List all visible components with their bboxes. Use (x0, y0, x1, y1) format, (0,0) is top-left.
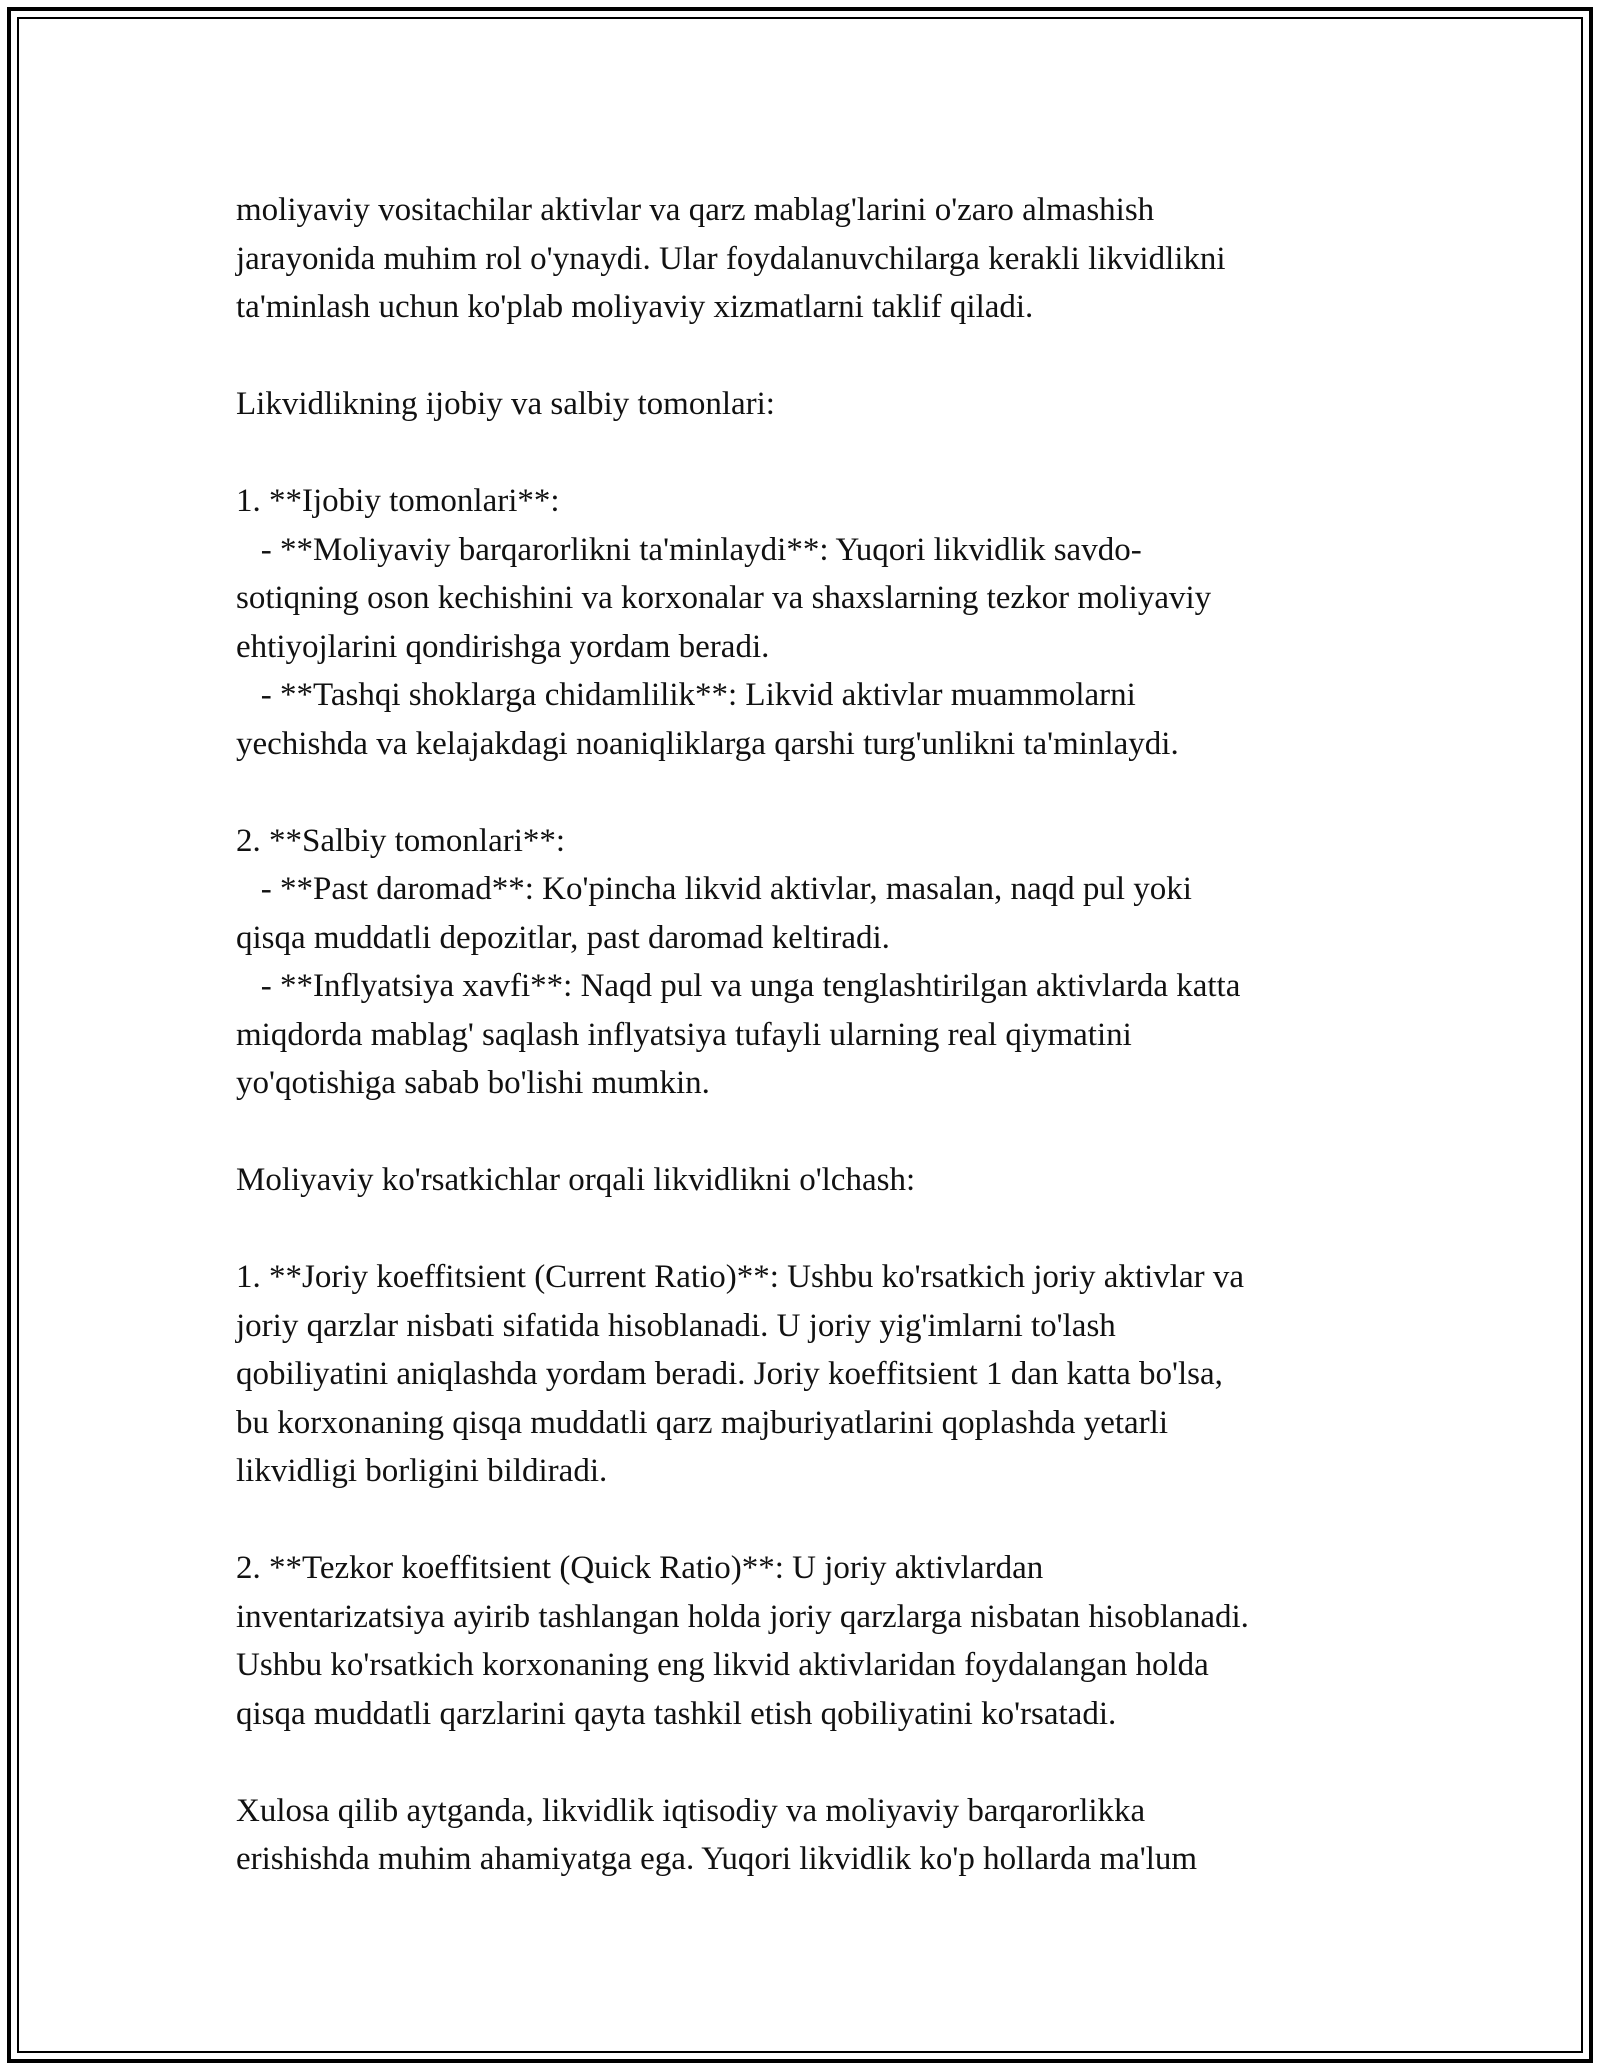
paragraph-gap (236, 1738, 1386, 1787)
paragraph-quick-ratio (236, 1544, 1386, 1738)
text-line: jarayonida muhim rol o'ynaydi. Ular foydalanuvchilarga kerakli likvidlikni (236, 240, 1226, 277)
text-line: Likvidlikning ijobiy va salbiy tomonlari: (236, 386, 775, 422)
paragraph-negative-sides (236, 817, 1386, 1108)
paragraph-current-ratio (236, 1253, 1386, 1496)
text-line: joriy qarzlar nisbati sifatida hisoblanadi. U joriy yig'imlarni to'lash (236, 1307, 1116, 1344)
paragraph-gap (236, 1496, 1386, 1545)
text-line: 2. **Tezkor koeffitsient (Quick Ratio)**: U joriy aktivlardan (236, 1550, 1044, 1586)
paragraph-heading-measurement (236, 1156, 1386, 1205)
text-line: - **Tashqi shoklarga chidamlilik**: Likvid aktivlar muammolarni (236, 677, 1136, 713)
text-line: - **Moliyaviy barqarorlikni ta'minlaydi**: Yuqori likvidlik savdo- (236, 531, 1142, 568)
paragraph-gap (236, 1108, 1386, 1157)
text-line: ehtiyojlarini qondirishga yordam beradi. (236, 628, 770, 665)
text-line: - **Past daromad**: Ko'pincha likvid aktivlar, masalan, naqd pul yoki (236, 871, 1192, 907)
text-line: yo'qotishiga sabab bo'lishi mumkin. (236, 1065, 710, 1101)
text-line: - **Inflyatsiya xavfi**: Naqd pul va unga tenglashtirilgan aktivlarda katta (236, 968, 1241, 1004)
text-line: qisqa muddatli qarzlarini qayta tashkil etish qobiliyatini ko'rsatadi. (236, 1695, 1117, 1732)
text-line: Ushbu ko'rsatkich korxonaning eng likvid aktivlaridan foydalangan holda (236, 1647, 1209, 1683)
text-line: ta'minlash uchun ko'plab moliyaviy xizmatlarni taklif qiladi. (236, 289, 1034, 325)
paragraph-gap (236, 768, 1386, 817)
text-line: inventarizatsiya ayirib tashlangan holda joriy qarzlarga nisbatan hisoblanadi. (236, 1598, 1249, 1635)
paragraph-gap (236, 1205, 1386, 1254)
paragraph-intro (236, 186, 1386, 332)
text-line: bu korxonaning qisqa muddatli qarz majburiyatlarini qoplashda yetarli (236, 1404, 1169, 1441)
text-line: qisqa muddatli depozitlar, past daromad keltiradi. (236, 919, 890, 956)
text-line: likvidligi borligini bildiradi. (236, 1453, 608, 1489)
text-line: erishishda muhim ahamiyatga ega. Yuqori likvidlik ko'p hollarda ma'lum (236, 1841, 1198, 1877)
text-line: moliyaviy vositachilar aktivlar va qarz mablag'larini o'zaro almashish (236, 192, 1155, 228)
text-line: 1. **Joriy koeffitsient (Current Ratio)**: Ushbu ko'rsatkich joriy aktivlar va (236, 1259, 1244, 1295)
document-body (236, 186, 1386, 1884)
paragraph-gap (236, 429, 1386, 478)
text-line: 1. **Ijobiy tomonlari**: (236, 483, 560, 519)
paragraph-gap (236, 332, 1386, 381)
text-line: qobiliyatini aniqlashda yordam beradi. Joriy koeffitsient 1 dan katta bo'lsa, (236, 1356, 1223, 1392)
text-line: Moliyaviy ko'rsatkichlar orqali likvidlikni o'lchash: (236, 1162, 916, 1198)
text-line: 2. **Salbiy tomonlari**: (236, 822, 566, 859)
text-line: Xulosa qilib aytganda, likvidlik iqtisodiy va moliyaviy barqarorlikka (236, 1792, 1146, 1829)
text-line: yechishda va kelajakdagi noaniqliklarga qarshi turg'unlikni ta'minlaydi. (236, 725, 1179, 762)
paragraph-conclusion (236, 1787, 1386, 1884)
text-line: sotiqning oson kechishini va korxonalar va shaxslarning tezkor moliyaviy (236, 580, 1212, 616)
text-line: miqdorda mablag' saqlash inflyatsiya tufayli ularning real qiymatini (236, 1016, 1132, 1053)
paragraph-heading-pros-cons (236, 380, 1386, 429)
paragraph-positive-sides (236, 477, 1386, 768)
